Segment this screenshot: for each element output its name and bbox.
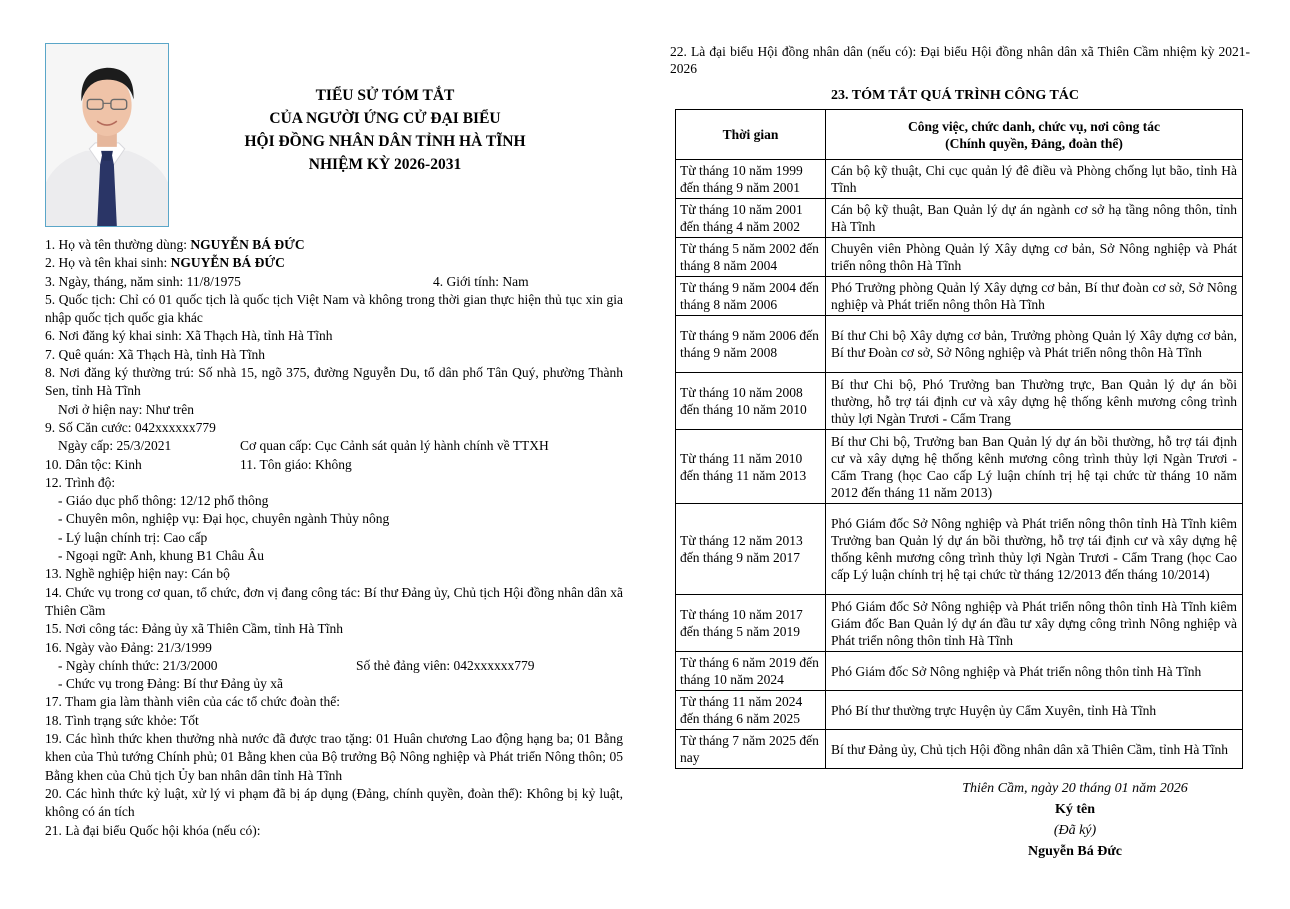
table-row: [676, 373, 1243, 430]
row-description: Phó Trưởng phòng Quản lý Xây dựng cơ bản, Bí thư đoàn cơ sở, Sở Nông nghiệp và Phát triển nông thôn Hà Tĩnh: [826, 277, 1243, 316]
info-professional: - Chuyên môn, nghiệp vụ: Đại học, chuyên ngành Thủy nông: [58, 511, 390, 527]
portrait-photo: [45, 43, 169, 227]
row-time: Từ tháng 9 năm 2006 đến tháng 9 năm 2008: [676, 316, 826, 373]
row-description: Phó Giám đốc Sở Nông nghiệp và Phát triển nông thôn tỉnh Hà Tĩnh kiêm Giám đốc Ban Quản lý dự án đầu tư xây dựng công trình Nông nghiệp và Phát triển nông thôn tỉnh Hà Tĩnh: [826, 595, 1243, 652]
table-row: [676, 730, 1243, 769]
row-time: Từ tháng 7 năm 2025 đến nay: [676, 730, 826, 769]
info-awards: 19. Các hình thức khen thưởng nhà nước đã được trao tặng: 01 Huân chương Lao động hạng ba; 01 Bằng khen của Thủ tướng Chính phủ; 01 Bằng khen của Bộ trưởng Bộ Nông nghiệp và Phát triển Nông thôn; 05 Bằng khen của Chủ tịch Ủy ban nhân dân tỉnh Hà Tĩnh: [45, 731, 623, 783]
row-time: Từ tháng 11 năm 2024 đến tháng 6 năm 2025: [676, 691, 826, 730]
place-date: Thiên Cầm, ngày 20 tháng 01 năm 2026: [962, 781, 1188, 796]
title-line-2: CỦA NGƯỜI ỨNG CỬ ĐẠI BIỂU: [269, 110, 501, 127]
personal-info: [45, 236, 623, 840]
info-party-position: - Chức vụ trong Đảng: Bí thư Đảng ủy xã: [58, 676, 283, 692]
table-row: [676, 504, 1243, 595]
table-row: [676, 316, 1243, 373]
column-header-time: Thời gian: [676, 110, 826, 160]
info-dob-gender: 3. Ngày, tháng, năm sinh: 11/8/1975 4. Giới tính: Nam: [45, 273, 529, 289]
signature-block: [910, 778, 1240, 862]
row-description: Bí thư Đảng ủy, Chủ tịch Hội đồng nhân dân xã Thiên Cầm, tỉnh Hà Tĩnh: [826, 730, 1243, 769]
info-general-education: - Giáo dục phổ thông: 12/12 phổ thông: [58, 493, 269, 509]
table-row: [676, 595, 1243, 652]
right-column: [670, 43, 1250, 105]
document-title: [190, 84, 580, 176]
work-history-title: 23. TÓM TẮT QUÁ TRÌNH CÔNG TÁC: [830, 88, 1080, 103]
info-id-issue: Ngày cấp: 25/3/2021 Cơ quan cấp: Cục Cảnh sát quản lý hành chính về TTXH: [58, 438, 549, 454]
work-history-table: [675, 109, 1243, 769]
title-line-1: TIỂU SỬ TÓM TẮT: [315, 87, 455, 104]
info-council-delegate: 22. Là đại biểu Hội đồng nhân dân (nếu có): Đại biểu Hội đồng nhân dân xã Thiên Cầm nhiệm kỳ 2021-2026: [670, 44, 1250, 76]
row-description: Bí thư Chi bộ Xây dựng cơ bản, Trưởng phòng Quản lý Xây dựng cơ bản, Bí thư Đoàn cơ sở, Sở Nông nghiệp và Phát triển nông thôn Hà Tĩnh: [826, 316, 1243, 373]
info-birth-name: 2. Họ và tên khai sinh: NGUYỄN BÁ ĐỨC: [45, 255, 285, 271]
row-description: Chuyên viên Phòng Quản lý Xây dựng cơ bản, Sở Nông nghiệp và Phát triển nông thôn Hà Tĩnh: [826, 238, 1243, 277]
row-time: Từ tháng 6 năm 2019 đến tháng 10 năm 2024: [676, 652, 826, 691]
row-description: Phó Bí thư thường trực Huyện ủy Cẩm Xuyên, tỉnh Hà Tĩnh: [826, 691, 1243, 730]
info-hometown: 7. Quê quán: Xã Thạch Hà, tỉnh Hà Tĩnh: [45, 346, 265, 362]
signer-name: Nguyễn Bá Đức: [1028, 844, 1122, 859]
table-row: [676, 199, 1243, 238]
row-description: Bí thư Chi bộ, Trưởng ban Ban Quản lý dự án bồi thường, hỗ trợ tái định cư và xây dựng hệ thống kênh mương công trình thủy lợi Ngàn Trươi - Cẩm Trang (học Cao cấp Lý luận chính trị hệ tại chức từ tháng 10 năm 2012 đến tháng 11 năm 2013): [826, 430, 1243, 504]
row-description: Phó Giám đốc Sở Nông nghiệp và Phát triển nông thôn tỉnh Hà Tĩnh: [826, 652, 1243, 691]
table-row: [676, 160, 1243, 199]
info-discipline: 20. Các hình thức kỷ luật, xử lý vi phạm đã bị áp dụng (Đảng, chính quyền, đoàn thể): Không bị kỷ luật, không có án tích: [45, 785, 623, 820]
info-party-join-date: 16. Ngày vào Đảng: 21/3/1999: [45, 639, 212, 655]
info-ethnicity-religion: 10. Dân tộc: Kinh 11. Tôn giáo: Không: [45, 456, 352, 472]
table-row: [676, 652, 1243, 691]
row-time: Từ tháng 11 năm 2010 đến tháng 11 năm 2013: [676, 430, 826, 504]
signed-note: (Đã ký): [1053, 823, 1097, 838]
portrait-image: [46, 44, 168, 226]
info-common-name: 1. Họ và tên thường dùng: NGUYỄN BÁ ĐỨC: [45, 237, 305, 252]
row-description: Bí thư Chi bộ, Phó Trưởng ban Thường trực, Ban Quản lý dự án bồi thường, hỗ trợ tái định cư và xây dựng hệ thống kênh mương công trình thủy lợi Ngàn Trươi - Cẩm Trang: [826, 373, 1243, 430]
row-time: Từ tháng 10 năm 2001 đến tháng 4 năm 2002: [676, 199, 826, 238]
table-row: [676, 238, 1243, 277]
info-national-assembly: 21. Là đại biểu Quốc hội khóa (nếu có):: [45, 822, 261, 838]
row-time: Từ tháng 10 năm 1999 đến tháng 9 năm 2001: [676, 160, 826, 199]
row-time: Từ tháng 9 năm 2004 đến tháng 8 năm 2006: [676, 277, 826, 316]
info-birth-registration: 6. Nơi đăng ký khai sinh: Xã Thạch Hà, tỉnh Hà Tĩnh: [45, 328, 333, 344]
info-occupation: 13. Nghề nghiệp hiện nay: Cán bộ: [45, 566, 230, 582]
row-description: Cán bộ kỹ thuật, Ban Quản lý dự án ngành cơ sở hạ tầng nông thôn, tỉnh Hà Tĩnh: [826, 199, 1243, 238]
info-political-theory: - Lý luận chính trị: Cao cấp: [58, 529, 208, 545]
row-description: Cán bộ kỹ thuật, Chi cục quản lý đê điều và Phòng chống lụt bão, tỉnh Hà Tĩnh: [826, 160, 1243, 199]
row-description: Phó Giám đốc Sở Nông nghiệp và Phát triển nông thôn tỉnh Hà Tĩnh kiêm Trưởng ban Quản lý dự án bồi thường, hỗ trợ tái định cư và xây dựng hệ thống kênh mương công trình thủy lợi Ngàn Trươi - Cẩm Trang (học Cao cấp Lý luận chính trị hệ tại chức từ tháng 12/2013 đến tháng 10/2014): [826, 504, 1243, 595]
table-header-row: [676, 110, 1243, 160]
row-time: Từ tháng 10 năm 2008 đến tháng 10 năm 2010: [676, 373, 826, 430]
info-foreign-language: - Ngoại ngữ: Anh, khung B1 Châu Âu: [58, 548, 265, 564]
table-row: [676, 430, 1243, 504]
row-time: Từ tháng 5 năm 2002 đến tháng 8 năm 2004: [676, 238, 826, 277]
info-organizations: 17. Tham gia làm thành viên của các tổ chức đoàn thể:: [45, 694, 340, 710]
row-time: Từ tháng 10 năm 2017 đến tháng 5 năm 2019: [676, 595, 826, 652]
info-permanent-address: 8. Nơi đăng ký thường trú: Số nhà 15, ngõ 375, đường Nguyễn Du, tổ dân phố Tân Quý, phường Thành Sen, tỉnh Hà Tĩnh: [45, 365, 623, 399]
info-position: 14. Chức vụ trong cơ quan, tổ chức, đơn vị đang công tác: Bí thư Đảng ủy, Chủ tịch Hội đồng nhân dân xã Thiên Cầm: [45, 584, 623, 618]
title-line-3: HỘI ĐỒNG NHÂN DÂN TỈNH HÀ TĨNH: [244, 133, 526, 150]
title-line-4: NHIỆM KỲ 2026-2031: [308, 156, 462, 173]
table-row: [676, 277, 1243, 316]
table-row: [676, 691, 1243, 730]
info-health: 18. Tình trạng sức khỏe: Tốt: [45, 712, 199, 728]
info-workplace: 15. Nơi công tác: Đảng ủy xã Thiên Cầm, tỉnh Hà Tĩnh: [45, 621, 343, 637]
column-header-description: Công việc, chức danh, chức vụ, nơi công tác (Chính quyền, Đảng, đoàn thể): [826, 110, 1243, 160]
info-nationality: 5. Quốc tịch: Chỉ có 01 quốc tịch là quốc tịch Việt Nam và không trong thời gian thực hiện thủ tục xin gia nhập quốc tịch quốc gia khác: [45, 291, 623, 326]
row-time: Từ tháng 12 năm 2013 đến tháng 9 năm 2017: [676, 504, 826, 595]
sign-label: Ký tên: [1054, 802, 1096, 817]
info-party-official: - Ngày chính thức: 21/3/2000 Số thẻ đảng viên: 042xxxxxx779: [58, 657, 535, 673]
info-education-header: 12. Trình độ:: [45, 474, 116, 490]
info-id-number: 9. Số Căn cước: 042xxxxxx779: [45, 419, 216, 435]
info-current-residence: Nơi ở hiện nay: Như trên: [58, 401, 194, 417]
